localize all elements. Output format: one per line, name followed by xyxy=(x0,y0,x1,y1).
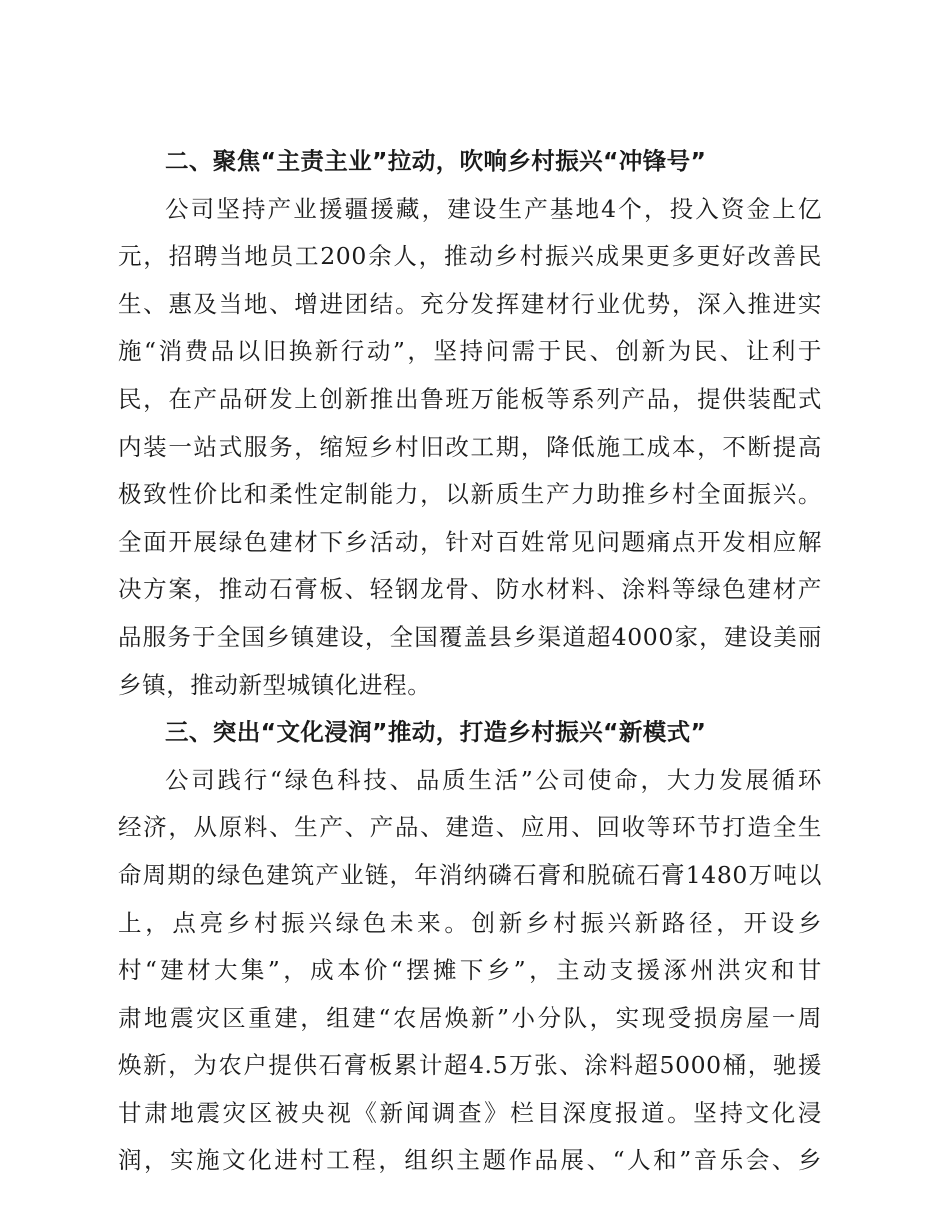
paragraph-line: 公司践行“绿色科技、品质生活”公司使命，大力发展循环 xyxy=(165,765,822,794)
paragraph-line: 公司坚持产业援疆援藏，建设生产基地4个，投入资金上亿 xyxy=(165,194,822,223)
paragraph-line: 施“消费品以旧换新行动”，坚持问需于民、创新为民、让利于 xyxy=(118,337,822,366)
paragraph-line: 乡镇，推动新型城镇化进程。 xyxy=(118,670,432,699)
paragraph-line: 民，在产品研发上创新推出鲁班万能板等系列产品，提供装配式 xyxy=(118,384,822,413)
paragraph-line: 内装一站式服务，缩短乡村旧改工期，降低施工成本，不断提高 xyxy=(118,432,822,461)
paragraph-line: 品服务于全国乡镇建设，全国覆盖县乡渠道超4000家，建设美丽 xyxy=(118,622,822,651)
paragraph-line: 生、惠及当地、增进团结。充分发挥建材行业优势，深入推进实 xyxy=(118,289,822,318)
paragraph-line: 决方案，推动石膏板、轻钢龙骨、防水材料、涂料等绿色建材产 xyxy=(118,575,822,604)
document-page xyxy=(118,138,822,1185)
section-3-heading: 三、突出“文化浸润”推动，打造乡村振兴“新模式” xyxy=(165,718,707,747)
paragraph-line: 焕新，为农户提供石膏板累计超4.5万张、涂料超5000桶，驰援 xyxy=(118,1051,822,1080)
paragraph-line: 润，实施文化进村工程，组织主题作品展、“人和”音乐会、乡 xyxy=(118,1146,822,1175)
paragraph-line: 命周期的绿色建筑产业链，年消纳磷石膏和脱硫石膏1480万吨以 xyxy=(118,860,822,889)
paragraph-line: 全面开展绿色建材下乡活动，针对百姓常见问题痛点开发相应解 xyxy=(118,527,822,556)
paragraph-line: 肃地震灾区重建，组建“农居焕新”小分队，实现受损房屋一周 xyxy=(118,1003,822,1032)
paragraph-line: 元，招聘当地员工200余人，推动乡村振兴成果更多更好改善民 xyxy=(118,242,822,271)
paragraph-line: 上，点亮乡村振兴绿色未来。创新乡村振兴新路径，开设乡 xyxy=(118,908,822,937)
paragraph-line: 极致性价比和柔性定制能力，以新质生产力助推乡村全面振兴。 xyxy=(118,480,822,509)
paragraph-line: 经济，从原料、生产、产品、建造、应用、回收等环节打造全生 xyxy=(118,813,822,842)
section-2-heading: 二、聚焦“主责主业”拉动，吹响乡村振兴“冲锋号” xyxy=(165,147,707,175)
paragraph-line: 甘肃地震灾区被央视《新闻调查》栏目深度报道。坚持文化浸 xyxy=(118,1098,822,1127)
paragraph-line: 村“建材大集”，成本价“摆摊下乡”，主动支援涿州洪灾和甘 xyxy=(118,956,822,985)
